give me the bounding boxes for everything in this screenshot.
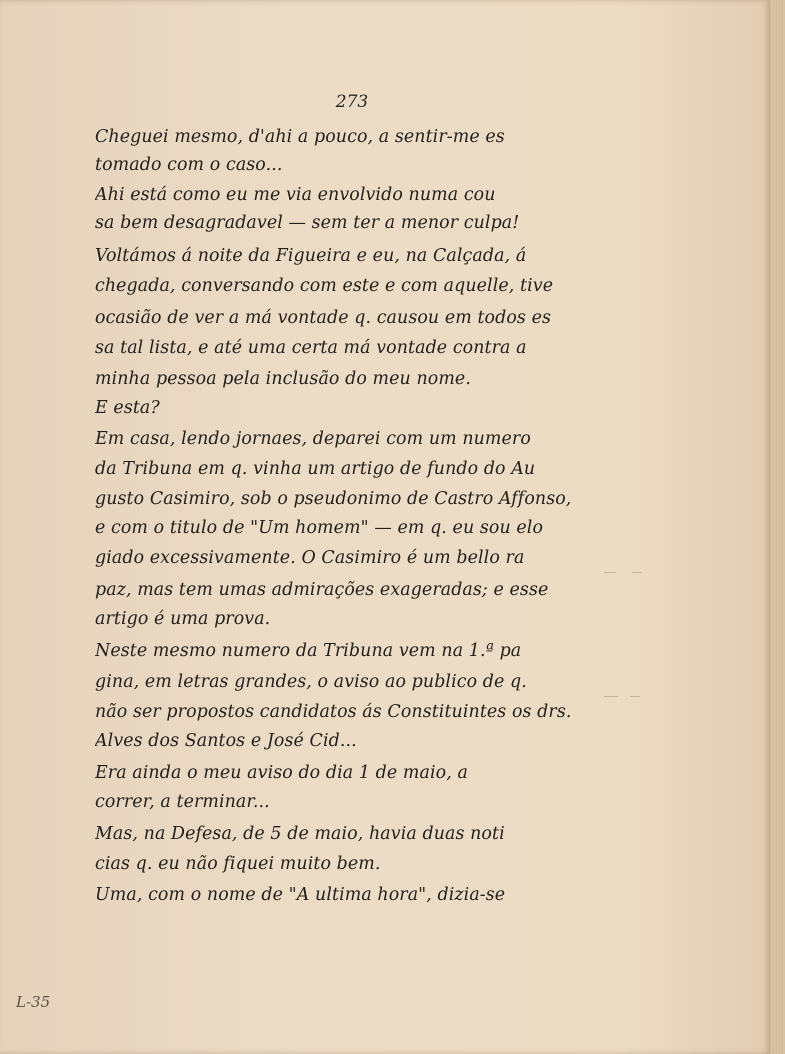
page-number: 273 [335, 92, 369, 112]
margin-note: L-35 [16, 993, 51, 1011]
text-line: E esta? [95, 398, 160, 418]
text-line: Mas, na Defesa, de 5 de maio, havia duas noti [95, 824, 505, 844]
text-line: tomado com o caso... [95, 155, 283, 175]
text-line: chegada, conversando com este e com aquelle, tive [95, 276, 554, 296]
text-line: giado excessivamente. O Casimiro é um bello ra [95, 548, 525, 568]
text-line: cias q. eu não fiquei muito bem. [95, 854, 381, 874]
text-line: não ser propostos candidatos ás Constituintes os drs. [95, 702, 572, 722]
text-line: sa bem desagradavel — sem ter a menor culpa! [95, 213, 520, 233]
text-line: Voltámos á noite da Figueira e eu, na Calçada, á [95, 246, 527, 266]
text-line: paz, mas tem umas admirações exageradas; e esse [95, 580, 549, 600]
text-line: ocasião de ver a má vontade q. causou em todos es [95, 308, 551, 328]
margin-mark [630, 696, 640, 697]
text-line: gina, em letras grandes, o aviso ao publico de q. [95, 672, 527, 692]
text-line: sa tal lista, e até uma certa má vontade contra a [95, 338, 527, 358]
text-line: da Tribuna em q. vinha um artigo de fundo do Au [95, 459, 536, 479]
text-line: Em casa, lendo jornaes, deparei com um numero [95, 429, 531, 449]
margin-mark [604, 572, 616, 573]
text-line: Cheguei mesmo, d'ahi a pouco, a sentir-me es [95, 127, 505, 147]
text-line: Uma, com o nome de "A ultima hora", dizia-se [95, 885, 506, 905]
margin-mark [604, 696, 618, 697]
text-line: minha pessoa pela inclusão do meu nome. [95, 369, 471, 389]
text-line: Alves dos Santos e José Cid... [95, 731, 357, 751]
text-line: Neste mesmo numero da Tribuna vem na 1.ª pa [95, 641, 522, 661]
text-line: Ahi está como eu me via envolvido numa cou [95, 185, 496, 205]
margin-mark [632, 572, 642, 573]
text-line: e com o titulo de "Um homem" — em q. eu sou elo [95, 518, 544, 538]
text-line: artigo é uma prova. [95, 609, 271, 629]
text-line: gusto Casimiro, sob o pseudonimo de Castro Affonso, [95, 489, 572, 509]
text-line: Era ainda o meu aviso do dia 1 de maio, a [95, 763, 468, 783]
book-spine-edge [770, 0, 785, 1054]
text-line: correr, a terminar... [95, 792, 270, 812]
